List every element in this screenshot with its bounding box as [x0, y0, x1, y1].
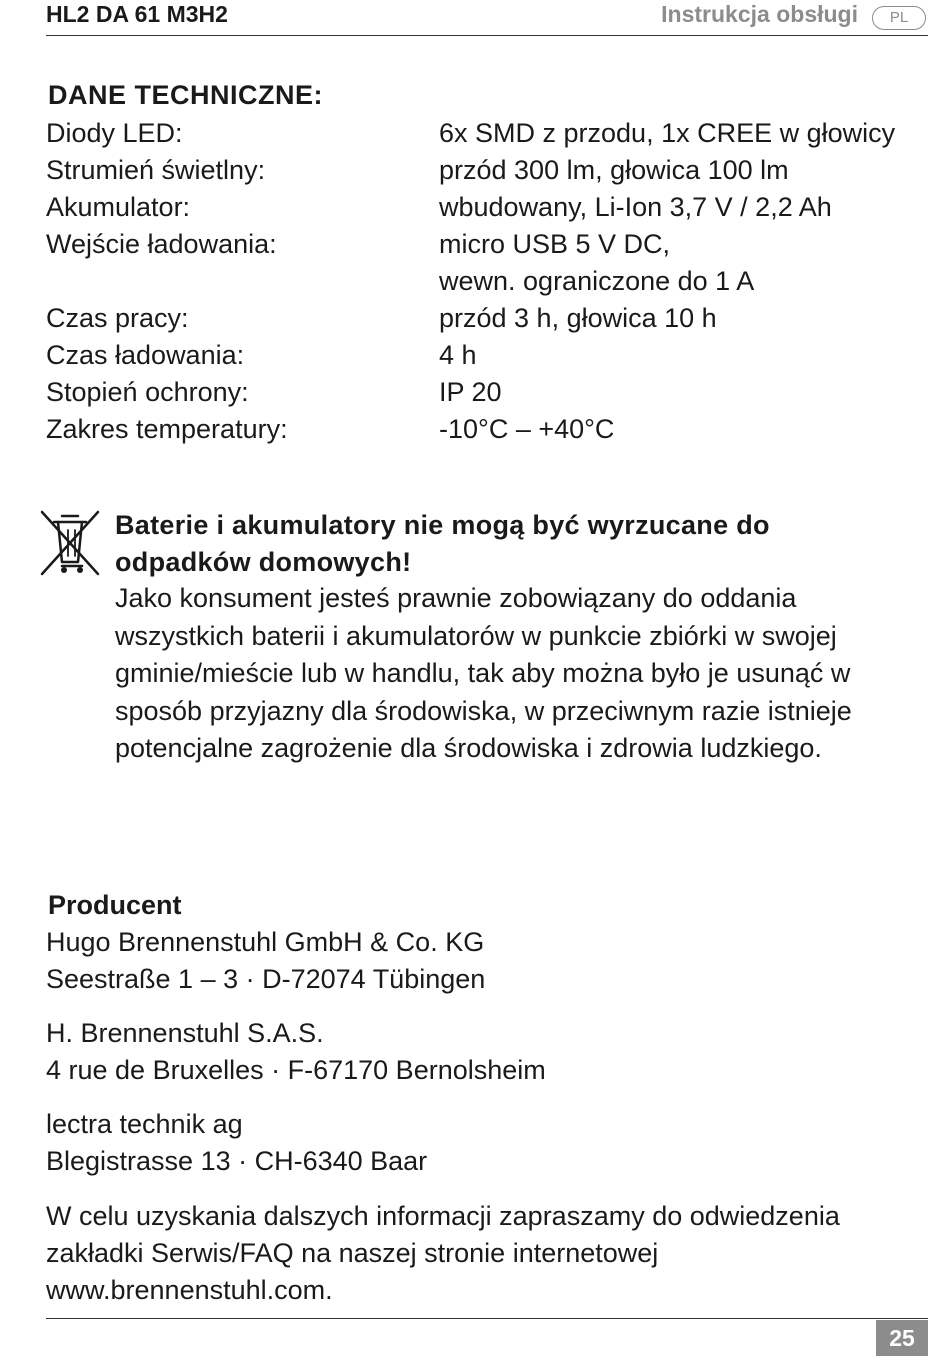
disposal-warning-body	[115, 580, 915, 768]
warning-title-line: Baterie i akumulatory nie mogą być wyrzucane do	[115, 510, 770, 540]
spec-label: Zakres temperatury:	[46, 414, 288, 444]
spec-value: 4 h	[439, 340, 477, 370]
spec-value: -10°C – +40°C	[439, 414, 615, 444]
info-paragraph	[46, 1198, 926, 1309]
producer-title: Producent	[48, 890, 182, 920]
model-number: HL2 DA 61 M3H2	[46, 1, 228, 27]
spec-label: Stopień ochrony:	[46, 377, 249, 407]
spec-value: przód 3 h, głowica 10 h	[439, 303, 717, 333]
spec-label: Strumień świetlny:	[46, 155, 266, 185]
warning-body-line: potencjalne zagrożenie dla środowiska i zdrowia ludzkiego.	[115, 733, 822, 763]
address-line: H. Brennenstuhl S.A.S.	[46, 1018, 324, 1048]
info-line: W celu uzyskania dalszych informacji zapraszamy do odwiedzenia	[46, 1201, 840, 1231]
spec-value: IP 20	[439, 377, 502, 407]
page-number: 25	[876, 1320, 928, 1356]
disposal-warning-title	[115, 507, 875, 581]
address-line: Hugo Brennenstuhl GmbH & Co. KG	[46, 927, 485, 957]
spec-label: Wejście ładowania:	[46, 229, 277, 259]
manual-title: Instrukcja obsługi	[661, 1, 858, 27]
footer-divider	[46, 1318, 928, 1319]
spec-value: wewn. ograniczone do 1 A	[439, 266, 755, 296]
language-badge: PL	[872, 6, 926, 30]
address-line: Seestraße 1 – 3 · D-72074 Tübingen	[46, 964, 486, 994]
page-header	[46, 0, 928, 36]
address-line: Blegistrasse 13 · CH-6340 Baar	[46, 1146, 428, 1176]
info-line: zakładki Serwis/FAQ na naszej stronie internetowej	[46, 1238, 659, 1268]
warning-title-line: odpadków domowych!	[115, 547, 412, 577]
spec-value: 6x SMD z przodu, 1x CREE w głowicy	[439, 118, 896, 148]
warning-body-line: Jako konsument jesteś prawnie zobowiązany do oddania	[115, 583, 797, 613]
address-line: lectra technik ag	[46, 1109, 243, 1139]
producer-address	[46, 1106, 926, 1180]
spec-value: micro USB 5 V DC,	[439, 229, 671, 259]
spec-value: wbudowany, Li-Ion 3,7 V / 2,2 Ah	[439, 192, 832, 222]
spec-label: Akumulator:	[46, 192, 191, 222]
warning-body-line: wszystkich baterii i akumulatorów w punkcie zbiórki w swojej	[115, 620, 837, 651]
producer-address	[46, 924, 926, 998]
producer-address	[46, 1015, 926, 1089]
address-line: 4 rue de Bruxelles · F-67170 Bernolsheim	[46, 1055, 546, 1085]
specs-title: DANE TECHNICZNE:	[48, 80, 323, 110]
spec-value: przód 300 lm, głowica 100 lm	[439, 155, 789, 185]
warning-body-line: gminie/mieście lub w handlu, tak aby można było je usunąć w	[115, 658, 851, 688]
warning-body-line: sposób przyjazny dla środowiska, w przeciwnym razie istnieje	[115, 695, 852, 726]
spec-label: Czas ładowania:	[46, 340, 245, 370]
website-link[interactable]: www.brennenstuhl.com.	[46, 1275, 333, 1305]
spec-label: Diody LED:	[46, 118, 183, 148]
spec-label: Czas pracy:	[46, 303, 189, 333]
crossed-out-bin-icon	[38, 508, 102, 580]
